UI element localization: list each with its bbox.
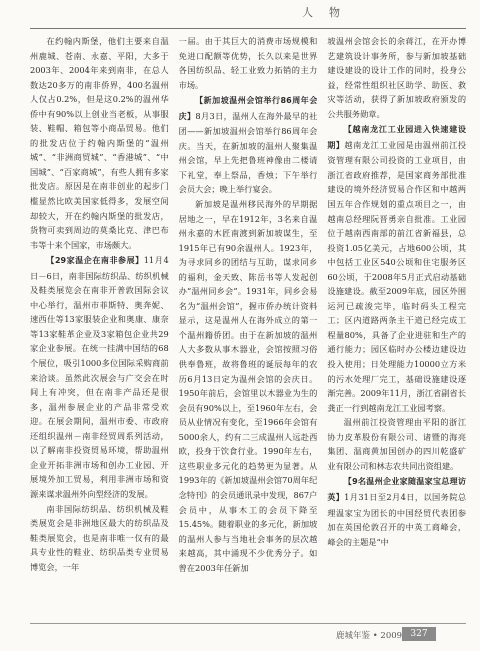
publication-name: 鹿城年鉴 • 2009 [336,631,403,641]
text-column-1 [30,34,169,620]
item-heading: 【9名温州企业家随温家宝总理访英】 [327,477,467,502]
footer-rule [30,623,466,624]
paragraph: 新加坡是温州移民海外的早期据居地之一，早在1912年，3名来自温州永嘉的木匠南渡到新加坡谋生，至1915年已有90余温州人。1923年，为寻求同乡的团结与互助，谋求同乡的福利，金天致、陈岳书等人发起创办“温州同乡会”。1931年，同乡会易名为“温州会馆”，握市侨办统计资料显示，这是温州人在海外成立的第一个温州籍侨团。由于在新加坡的温州人大多数从事木器业，会馆按照习俗供奉鲁班，故将鲁班的诞辰每年的农历6月13日定为温州会馆的会庆日。1950年前后，会馆里以木器业为生的会员有90%以上，至1960年左右，会员从业情况有变化，至1966年会馆有5000余人，约有二三成温州人远赴西欧，投身于饮食行业。1990年左右，这些职业多元化的趋势更为显著。从1993年的《新加坡温州会馆70周年纪念特刊》的会员通讯录中发现，867户会员中，从事木工的会员下降至15.45%。随着职业的多元化，新加坡的温州人参与当地社会事务的层次越来越高，其中涌现不少优秀分子。如曾在2003年任新加 [178,199,318,573]
news-item [30,253,169,501]
page-footer [0,621,480,651]
item-body: 8月3日，温州人在海外最早的社团——新加坡温州会馆举行86周年会庆。当天，在新加坡的温州人聚集温州会馆，早上先把鲁班神像由二楼请下礼堂，奉上祭品，香烛；下午举行会员大会；晚上举行宴会。 [178,110,318,195]
paragraph-continued: 坡温州会馆会长的余蒋江，在开办博艺建筑设计事务所，参与新加坡基础建设建设的设计工作的同时，投身公益，经常性组织社区助学、助医、救灾等活动，获得了新加坡政府颁发的公共服务勋章。 [327,36,467,119]
running-header [0,0,480,30]
paragraph: 南非国际纺织品、纺织机械及鞋类展览会是非洲地区最大的纺织品及鞋类展览会，也是南非唯一仅有的最具专业性的鞋业、纺织品类专业贸易博览会，一年 [30,503,169,572]
item-heading: 【越南龙江工业园进入快速建设期】 [327,125,467,150]
paragraph: 温州前江投资管理由平阳的浙江协力皮革股份有限公司、诸暨的海亮集团、温商黄加国创办的四川乾盛矿业有限公司和林志农共同出资组建。 [327,417,467,471]
article-body [30,34,466,620]
news-item [327,122,466,415]
item-body: 越南龙江工业园是由温州前江投资管理有限公司投资的工业项目，由浙江省政府推荐，是国家商务部批准建设的境外经济贸易合作区和中越两国五年合作规划的重点项目之一，由越南总经理阮晋勇亲自批准。工业园位于越南西南部的前江省新福县，总投资1.05亿美元，占地600公顷，其中包括工业区540公顷和住宅服务区60公顷，于2008年5月正式启动基础设施建设。截至2009年底，园区外围运河已疏浚完毕，临时码头工程完工；区内道路两条主干道已经完成工程量80%，具备了企业进驻和生产的通行能力；园区临时办公楼边建设边投入使用；日处理能力10000立方米的污水处理厂完工，基础设施建设逐渐完善。2009年11月，浙江省副省长龚正一行到越南龙江工业园考察。 [327,139,467,413]
news-item [327,474,466,549]
paragraph: 在约翰内斯堡，他们主要来自温州鹿城、苍南、永嘉、平阳，大多于2003年、2004年来到南非，在总人数达20多万的南非侨界，400名温州人仅占0.2%，但是这0.2%的温州华侨中有90%以上创业当老板，从事服装、鞋帽、箱包等小商品贸易。他们的批发店位于约翰内斯堡的“温州城”、“非洲商贸城”、“香港城”、“中国城”、“百家商城”，有些人拥有多家批发店。原因是在南非创业的起步门槛显然比欧美国家低得多，发展空间却较大，开在约翰内斯堡的批发店，货物可卖到周边的莫桑比克、津巴布韦等十来个国家，市场颇大。 [30,36,169,250]
item-body: 1月31日至2月4日，以国务院总理温家宝为团长的中国经贸代表团参加在英国伦敦召开的中英工商峰会，峰会的主题是“中 [327,491,467,547]
header-rule [30,28,466,29]
text-column-2 [179,34,318,620]
item-heading: 【29家温企在南非参展】 [46,256,144,266]
text-column-3 [327,34,466,620]
item-body: 11月4日－6日，南非国际纺织品、纺织机械及鞋类展览会在南非开普敦国际会议中心举行，温州市菲斯特、奥奔妮、速西仕等13家服装企业和奥康、康奈等13家鞋革企业及3家箱包企业共29家企业参展。在统一挂满中国结的68个展位，吸引1000多位国际采购商前来洽谈。虽然此次展会与广交会在时间上有冲突，但在南非产品还是很多，温州参展企业的产品非常受欢迎。在展会期间，温州市委、市政府还组织温州－南非经贸周系列活动，以了解南非投资贸易环境，帮助温州企业开拓非洲市场和创办工业园、开展境外加工贸易，利用非洲市场和资源来谋求温州外向型经济的发展。 [30,255,169,499]
section-title: 人物 [302,6,356,19]
page-number: 327 [402,627,436,641]
paragraph-continued: 一届。由于其巨大的消费市场规模和免进口配额等优势，长久以来是世界各国纺织品、轻工业致力拓销的主力市场。 [178,36,318,90]
news-item [179,93,318,197]
item-heading: 【新加坡温州会馆举行86周年会庆】 [178,96,318,121]
